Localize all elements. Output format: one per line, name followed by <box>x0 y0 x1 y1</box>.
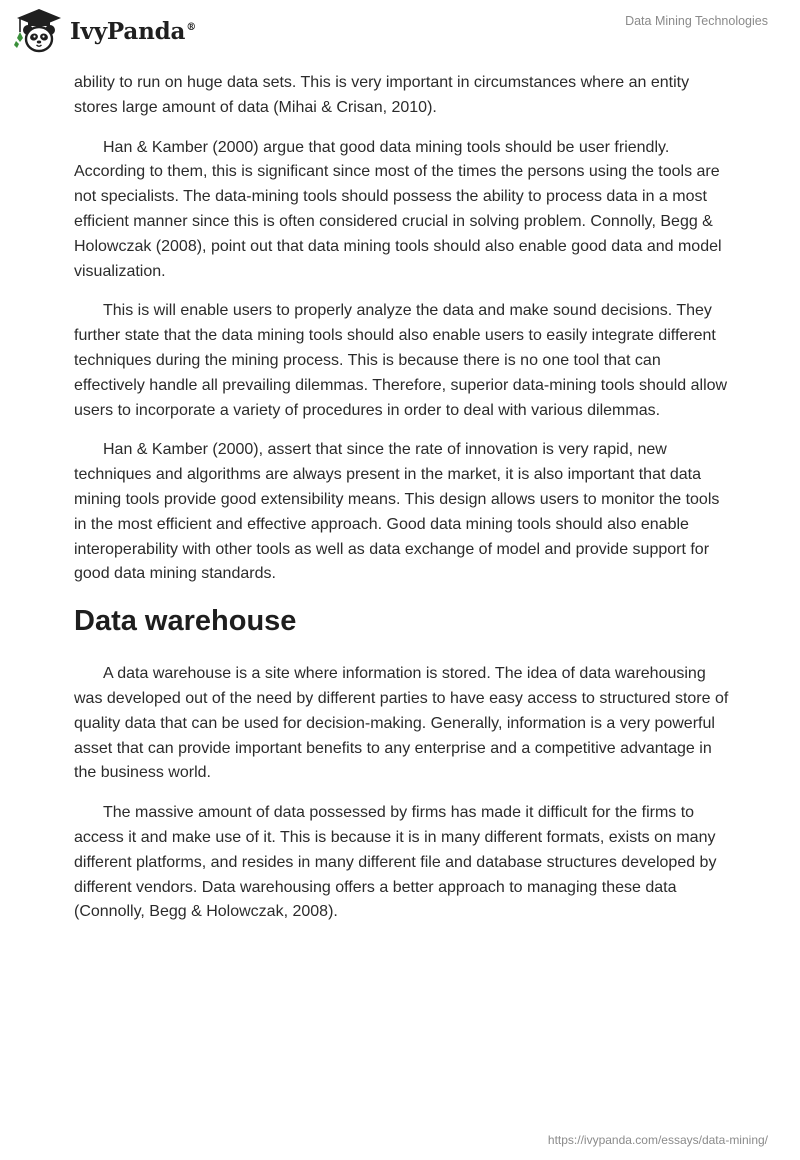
ivypanda-logo[interactable] <box>14 8 196 54</box>
source-url[interactable]: https://ivypanda.com/essays/data-mining/ <box>547 1133 768 1147</box>
paragraph: A data warehouse is a site where information is stored. The idea of data warehousing was developed out of the need by different parties to have easy access to structured store of quality data that can be used for decision-making. Generally, information is a very powerful asset that can provide important benefits to any enterprise and a competitive advantage in the business world. <box>74 665 729 782</box>
panda-graduate-icon <box>14 8 64 54</box>
paragraph: Han & Kamber (2000), assert that since the rate of innovation is very rapid, new techniques and algorithms are always present in the market, it is also important that data mining tools provide good extensibility means. This design allows users to monitor the tools in the most efficient and effective approach. Good data mining tools should also enable interoperability with other tools as well as data exchange of model and provide support for good data mining standards. <box>74 441 720 583</box>
essay-body <box>74 71 734 940</box>
section-heading: Data warehouse <box>74 605 297 638</box>
paragraph: This is will enable users to properly analyze the data and make sound decisions. They further state that the data mining tools should also enable users to easily integrate different techniques during the mining process. This is because there is no one tool that can effectively handle all prevailing dilemmas. Therefore, superior data-mining tools should allow users to incorporate a variety of procedures in order to deal with various dilemmas. <box>74 302 728 419</box>
paragraph: Han & Kamber (2000) argue that good data mining tools should be user friendly. According to them, this is significant since most of the times the persons using the tools are not specialists. The data-mining tools should possess the ability to process data in a most efficient manner since this is often considered crucial in solving problem. Connolly, Begg & Holowczak (2008), point out that data mining tools should also enable good data and model visualization. <box>74 138 722 280</box>
page-header <box>0 0 800 70</box>
brand-name: IvyPanda® <box>70 17 196 45</box>
registered-mark: ® <box>186 21 196 33</box>
paragraph: The massive amount of data possessed by firms has made it difficult for the firms to access it and make use of it. This is because it is in many different formats, exists on many different platforms, and resides in many different file and database structures developed by different vendors. Data warehousing offers a better approach to managing these data (Connolly, Begg & Holowczak, 2008). <box>74 804 717 921</box>
document-title: Data Mining Technologies <box>625 14 768 28</box>
paragraph-continued: ability to run on huge data sets. This is very important in circumstances where an entity stores large amount of data (Mihai & Crisan, 2010). <box>74 74 690 116</box>
